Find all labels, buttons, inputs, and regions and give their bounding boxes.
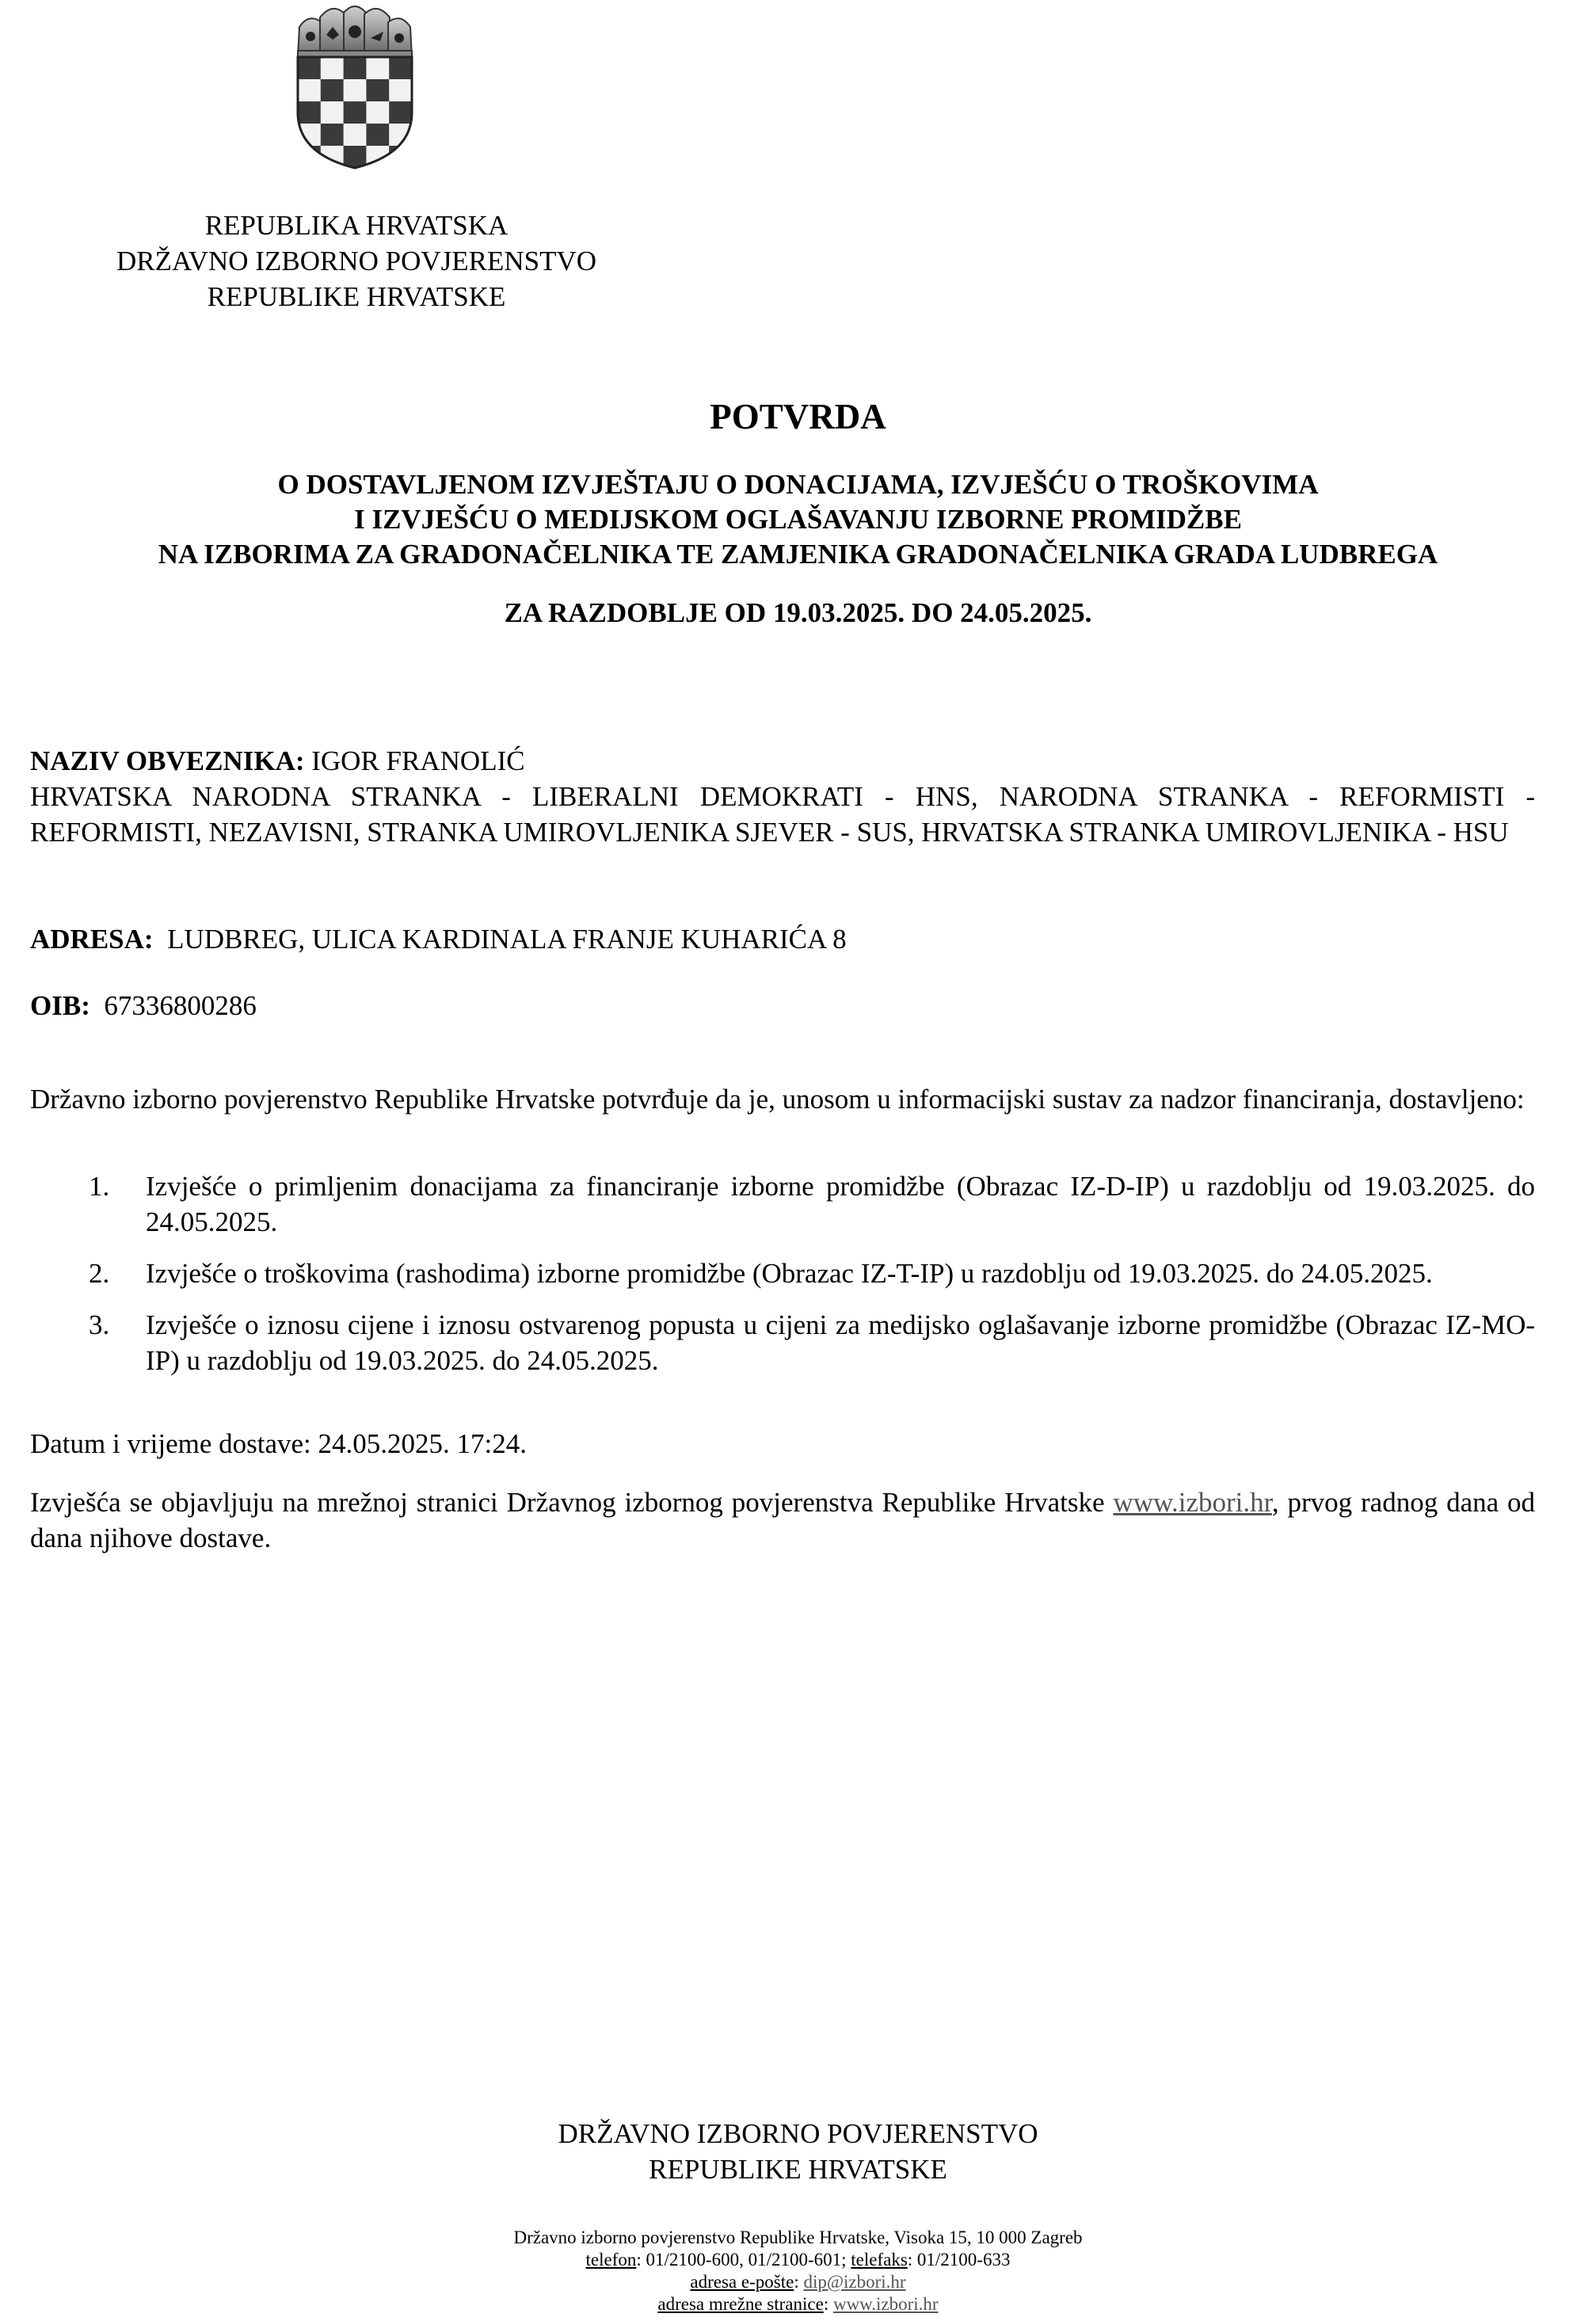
obligor-oib [30,988,1535,1023]
oib-value: 67336800286 [104,990,257,1021]
oib-label: OIB: [30,990,90,1021]
publication-note [30,1484,1535,1556]
footer-inst-line-2: REPUBLIKE HRVATSKE [649,2154,947,2185]
footer-institution [0,2116,1596,2187]
footer-contact [0,2227,1596,2315]
web-label: adresa mrežne stranice [657,2294,824,2314]
list-item-text: Izvješće o primljenim donacijama za financiranje izborne promidžbe (Obrazac IZ-D-IP) u razdoblju od 19.03.2025. do 24.05.2025. [146,1171,1535,1237]
publication-text-after: , prvog radnog dana od dana njihove dostave. [30,1487,1535,1553]
obligor-parties: HRVATSKA NARODNA STRANKA - LIBERALNI DEMOKRATI - HNS, NARODNA STRANKA - REFORMISTI - REFORMISTI, NEZAVISNI, STRANKA UMIROVLJENIKA SJEVER - SUS, HRVATSKA STRANKA UMIROVLJENIKA - HSU [30,781,1535,848]
web-link[interactable]: www.izbori.hr [832,2294,939,2314]
obligor-name-value: IGOR FRANOLIĆ [311,745,525,776]
fax-value: : 01/2100-633 [907,2250,1011,2270]
institution-line-3: REPUBLIKE HRVATSKE [207,281,506,312]
list-item [30,1256,1535,1291]
subtitle-line-1: O DOSTAVLJENOM IZVJEŠTAJU O DONACIJAMA, IZVJEŠĆU O TROŠKOVIMA [277,469,1319,500]
footer-address: Državno izborno povjerenstvo Republike Hrvatske, Visoka 15, 10 000 Zagreb [513,2228,1083,2247]
institution-line-1: REPUBLIKA HRVATSKA [204,210,509,241]
document-subtitle [0,467,1596,572]
address-value: LUDBREG, ULICA KARDINALA FRANJE KUHARIĆA 8 [167,924,847,955]
obligor-name-label: NAZIV OBVEZNIKA: [30,745,305,776]
footer-email [0,2271,1596,2293]
delivered-reports-list [30,1168,1535,1394]
phone-label: telefon [585,2250,637,2270]
email-label: adresa e-pošte [690,2272,794,2292]
web-separator: : [823,2294,833,2314]
list-item [30,1168,1535,1240]
email-separator: : [794,2272,804,2292]
obligor-address [30,921,1535,957]
phone-value: : 01/2100-600, 01/2100-601; [636,2250,851,2270]
list-item-number: 1. [89,1171,110,1202]
institution-line-2: DRŽAVNO IZBORNO POVJERENSTVO [116,246,597,276]
list-item-number: 2. [89,1258,110,1289]
document-title: POTVRDA [710,397,886,436]
subtitle-line-2: I IZVJEŠĆU O MEDIJSKOM OGLAŠAVANJU IZBORNE PROMIDŽBE [354,504,1242,535]
intro-paragraph: Državno izborno povjerenstvo Republike Hrvatske potvrđuje da je, unosom u informacijski sustav za nadzor financiranja, dostavljeno: [30,1084,1525,1115]
list-item-text: Izvješće o troškovima (rashodima) izborne promidžbe (Obrazac IZ-T-IP) u razdoblju od 19.03.2025. do 24.05.2025. [146,1258,1433,1289]
delivery-datetime: Datum i vrijeme dostave: 24.05.2025. 17:24. [30,1428,527,1459]
izbori-website-link[interactable]: www.izbori.hr [1113,1487,1272,1518]
footer-web [0,2293,1596,2315]
fax-label: telefaks [851,2250,908,2270]
footer-phone-fax [0,2249,1596,2271]
footer-inst-line-1: DRŽAVNO IZBORNO POVJERENSTVO [558,2118,1038,2149]
publication-text-before: Izvješća se objavljuju na mrežnoj stranici Državnog izbornog povjerenstva Republike Hrvatske [30,1487,1114,1518]
list-item-number: 3. [89,1309,110,1340]
institution-header [0,208,713,314]
list-item-text: Izvješće o iznosu cijene i iznosu ostvarenog popusta u cijeni za medijsko oglašavanje izborne promidžbe (Obrazac IZ-MO-IP) u razdoblju od 19.03.2025. do 24.05.2025. [146,1309,1535,1376]
document-period: ZA RAZDOBLJE OD 19.03.2025. DO 24.05.2025. [504,597,1092,628]
address-label: ADRESA: [30,924,154,955]
subtitle-line-3: NA IZBORIMA ZA GRADONAČELNIKA TE ZAMJENIKA GRADONAČELNIKA GRADA LUDBREGA [158,539,1438,570]
list-item [30,1307,1535,1378]
obligor-name-block [30,743,1535,850]
email-link[interactable]: dip@izbori.hr [803,2272,906,2292]
croatian-coat-of-arms-icon [285,3,425,170]
